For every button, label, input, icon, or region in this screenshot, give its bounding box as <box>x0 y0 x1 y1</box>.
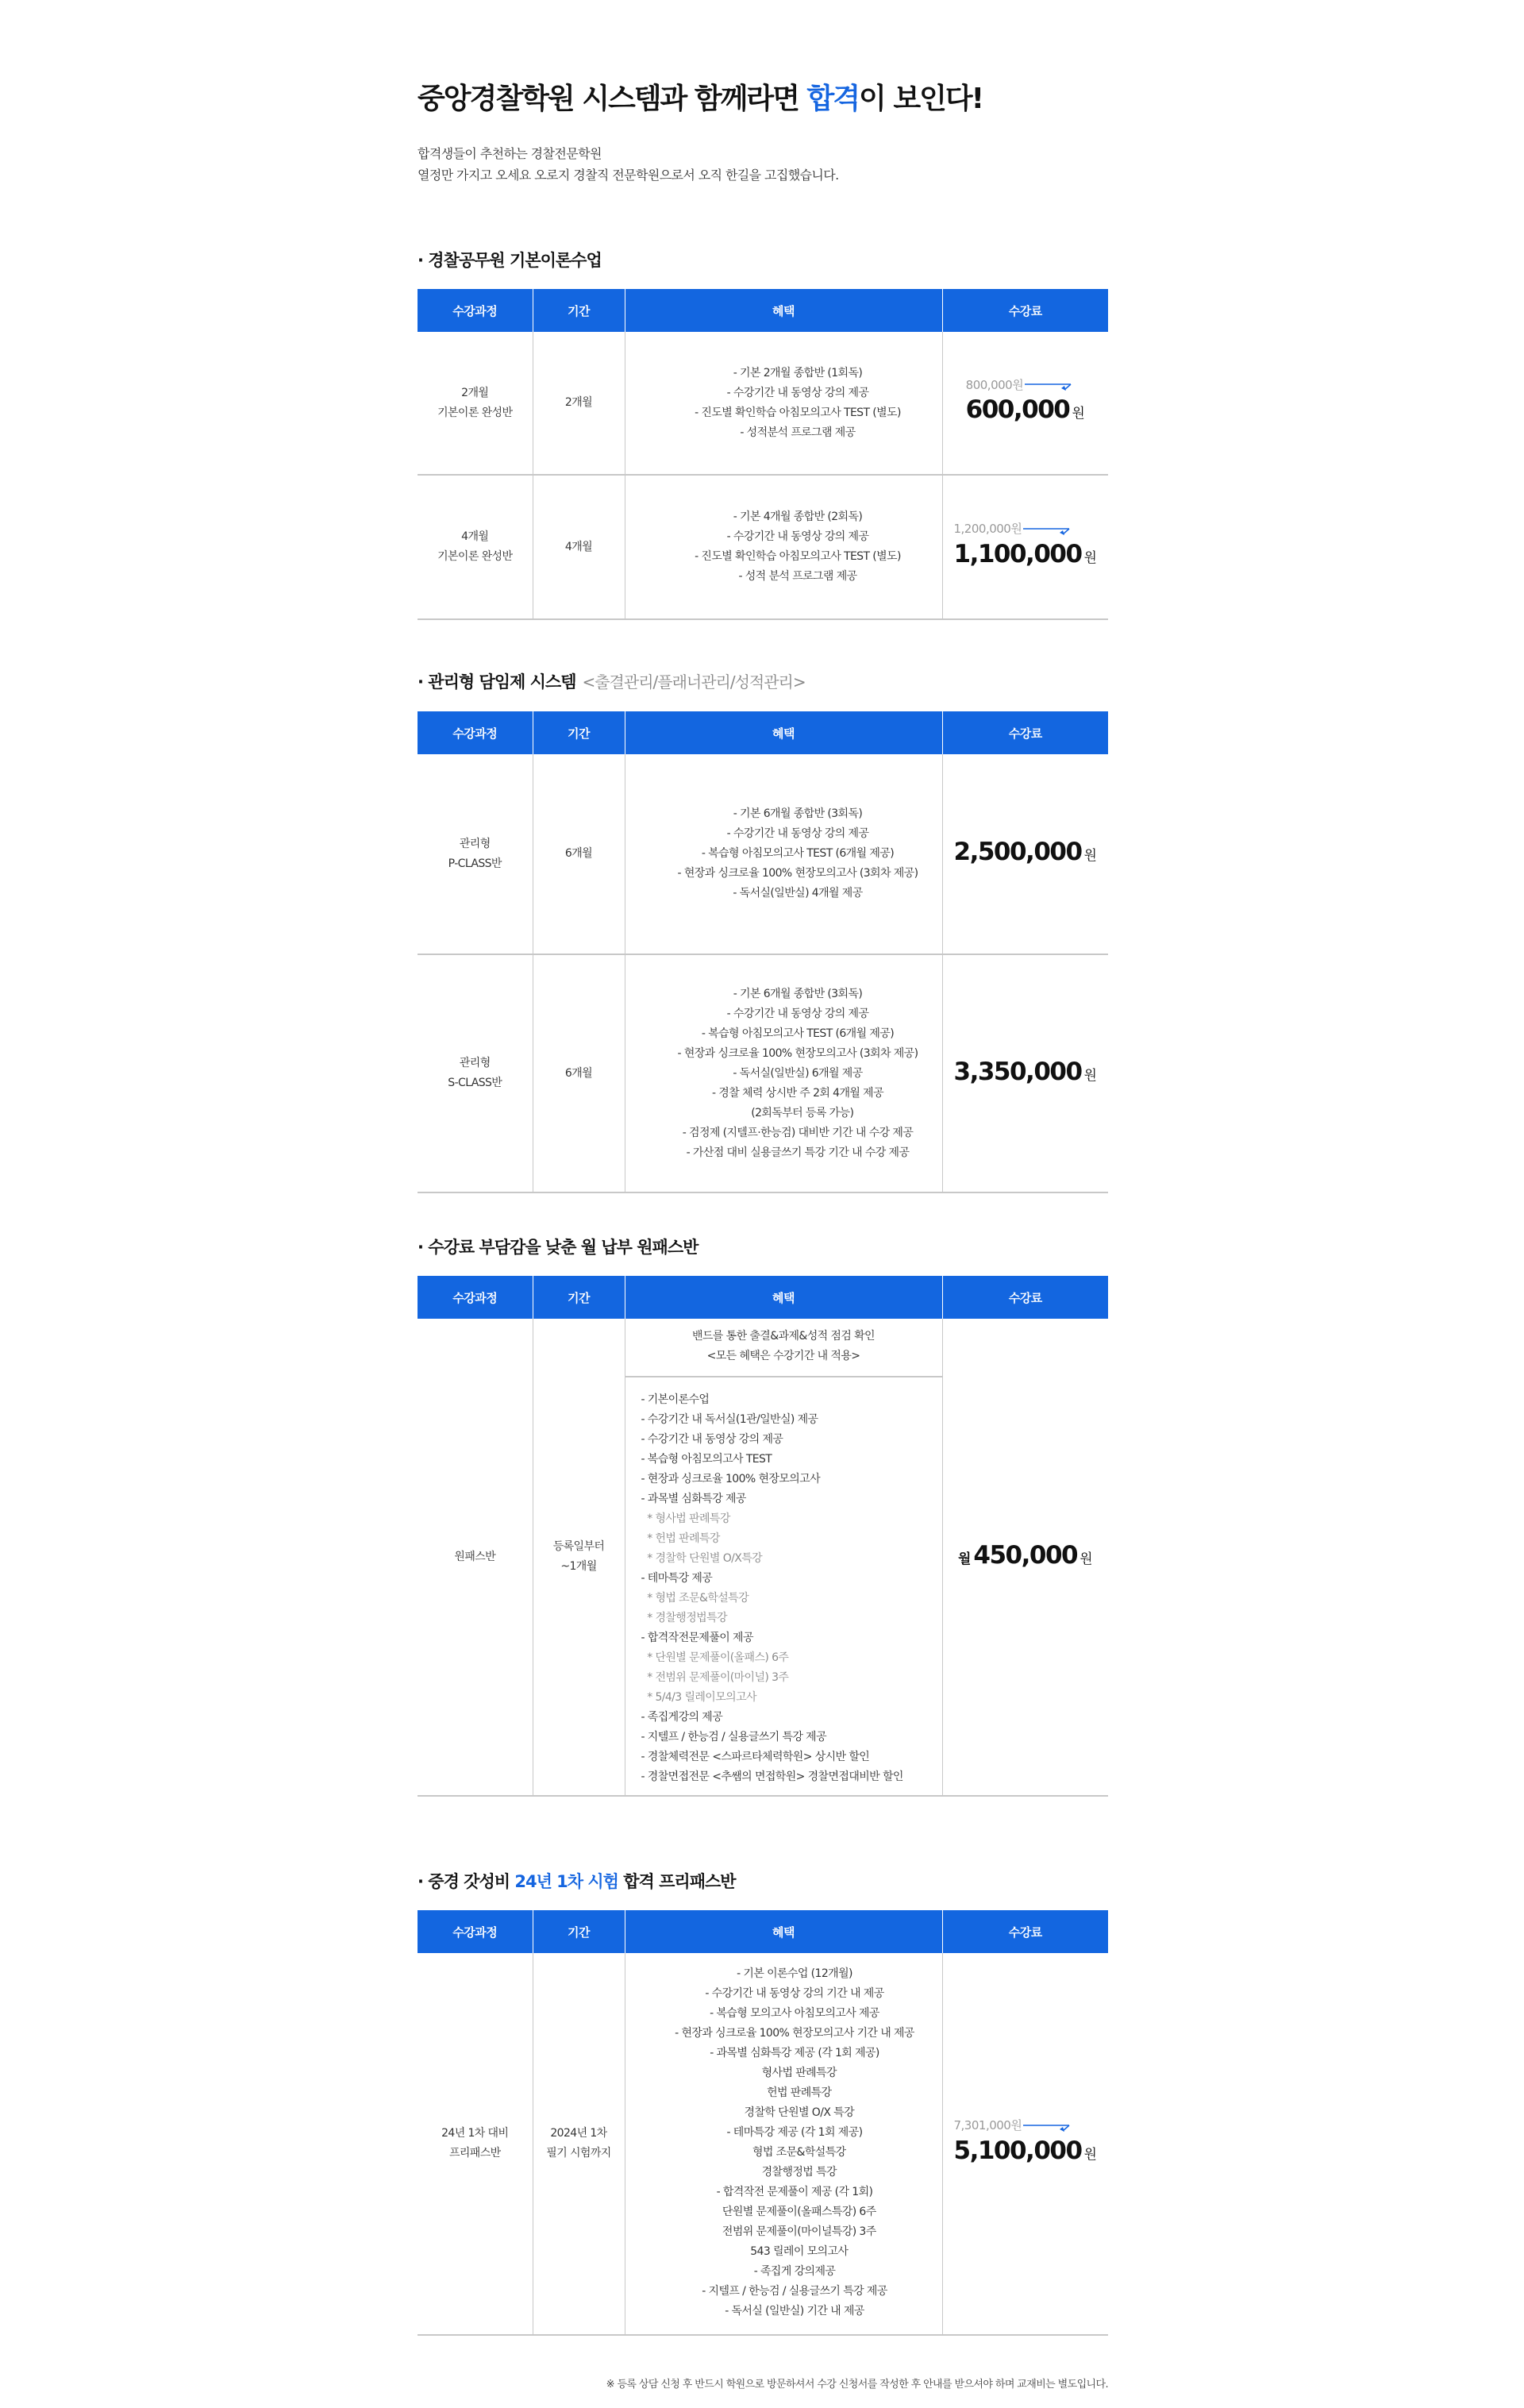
benefit-item: 경찰행정법 특강 <box>752 2166 837 2179</box>
benefit-item: - 진도별 확인학습 아침모의고사 TEST (별도) <box>695 550 901 563</box>
period-cell: 4개월 <box>533 475 625 619</box>
benefit-item: * 형사법 판례특강 <box>641 1512 730 1525</box>
final-price <box>943 1056 1109 1092</box>
benefit-item: - 기본 6개월 종합반 (3회독) <box>733 807 863 820</box>
benefit-item: * 헌법 판례특강 <box>641 1532 720 1545</box>
col-benefit: 혜택 <box>625 711 942 754</box>
price-value: 2,500,000 <box>953 838 1082 866</box>
final-price <box>943 1539 1109 1575</box>
benefit-item: - 경찰체력전문 <스파르타체력학원> 상시반 할인 <box>641 1751 870 1763</box>
benefit-item: - 기본이론수업 <box>641 1393 710 1406</box>
benefit-item: - 독서실 (일반실) 기간 내 제공 <box>725 2305 864 2317</box>
price-box <box>954 521 1097 574</box>
course-line-2: S-CLASS반 <box>448 1077 502 1089</box>
col-period: 기간 <box>533 1276 625 1319</box>
course-line-2: 기본이론 완성반 <box>437 550 513 563</box>
table-row <box>418 475 1108 619</box>
course-line-1: 4개월 <box>461 530 489 543</box>
section-basic-theory-title: · 경찰공무원 기본이론수업 <box>418 251 602 270</box>
final-price <box>966 394 1085 430</box>
fee-cell <box>942 754 1108 954</box>
discount-arrow-icon <box>1023 523 1072 536</box>
course-cell <box>418 332 533 475</box>
period-cell: 2개월 <box>533 332 625 475</box>
table-header-row <box>418 711 1108 754</box>
intro-line-2: 열정만 가지고 오세요 오로지 경찰직 전문학원으로서 오직 한길을 고집했습니다. <box>418 168 839 183</box>
price-value: 1,100,000 <box>953 539 1082 568</box>
page-title <box>418 76 983 117</box>
col-benefit: 혜택 <box>625 289 942 332</box>
price-box <box>966 376 1085 430</box>
benefit-item: - 현장과 싱크로율 100% 현장모의고사 <box>641 1473 820 1485</box>
benefit-item: - 수강기간 내 동영상 강의 기간 내 제공 <box>705 1987 884 2000</box>
benefit-item: 형법 조문&학설특강 <box>743 2146 846 2159</box>
benefit-item: - 지텔프 / 한능검 / 실용글쓰기 특강 제공 <box>641 1731 826 1743</box>
benefit-item: - 합격작전문제풀이 제공 <box>641 1632 753 1644</box>
course-line-1: 관리형 <box>459 1057 491 1069</box>
benefit-item: - 기본 6개월 종합반 (3회독) <box>733 987 863 1000</box>
period-line-1: 등록일부터 <box>552 1540 605 1553</box>
original-price-text: 1,200,000원 <box>953 522 1022 536</box>
price-value: 5,100,000 <box>953 2136 1082 2165</box>
benefit-item: - 복습형 아침모의고사 TEST <box>641 1453 772 1466</box>
section-managed-title <box>418 669 806 693</box>
period-line-2: 필기 시험까지 <box>546 2147 611 2159</box>
benefit-item: * 경찰행정법특강 <box>641 1612 727 1624</box>
col-course: 수강과정 <box>418 289 533 332</box>
benefit-item: - 기본 4개월 종합반 (2회독) <box>733 510 863 523</box>
benefit-item: - 독서실(일반실) 4개월 제공 <box>733 887 863 900</box>
col-fee: 수강료 <box>942 1276 1108 1319</box>
final-price <box>954 538 1097 574</box>
section-freepass-title-post: 합격 프리패스반 <box>618 1872 736 1891</box>
benefit-item: - 경찰면접전문 <추쌤의 면접학원> 경찰면접대비반 할인 <box>641 1770 903 1783</box>
benefit-item: - 수강기간 내 동영상 강의 제공 <box>726 827 869 840</box>
table-header-row <box>418 1910 1108 1953</box>
course-line-1: 2개월 <box>461 386 489 399</box>
benefit-item: - 과목별 심화특강 제공 <box>641 1493 746 1505</box>
benefit-item: - 현장과 싱크로율 100% 현장모의고사 (3회차 제공) <box>677 1046 918 1060</box>
benefit-item: 형사법 판례특강 <box>752 2067 837 2079</box>
benefit-item: - 수강기간 내 동영상 강의 제공 <box>726 386 869 399</box>
benefit-item: - 수강기간 내 동영상 강의 제공 <box>726 530 869 543</box>
price-prefix: 월 <box>957 1551 972 1567</box>
intro-text <box>418 143 839 186</box>
price-unit: 원 <box>1083 848 1097 864</box>
col-period: 기간 <box>533 711 625 754</box>
benefit-item: - 기본 이론수업 (12개월) <box>737 1967 852 1980</box>
period-cell: 6개월 <box>533 754 625 954</box>
benefit-item: - 수강기간 내 동영상 강의 제공 <box>641 1433 783 1446</box>
benefit-item: - 현장과 싱크로율 100% 현장모의고사 (3회차 제공) <box>677 867 918 880</box>
col-fee: 수강료 <box>942 1910 1108 1953</box>
discount-arrow-icon <box>1025 379 1074 391</box>
final-price <box>954 2135 1097 2171</box>
section-freepass-title <box>418 1869 736 1893</box>
freepass-table <box>418 1910 1108 2336</box>
col-course: 수강과정 <box>418 1276 533 1319</box>
benefit-item: - 복습형 아침모의고사 TEST (6개월 제공) <box>701 847 895 860</box>
benefit-item: - 성적 분석 프로그램 제공 <box>738 570 857 583</box>
course-line-1: 24년 1차 대비 <box>441 2127 509 2140</box>
benefit-item: 단원별 문제풀이(올패스특강) 6주 <box>713 2206 876 2218</box>
benefit-list <box>625 1377 942 1795</box>
table-header-row <box>418 1276 1108 1319</box>
price-unit: 원 <box>1083 549 1097 566</box>
period-cell <box>533 1953 625 2335</box>
benefit-notice-line-1: 밴드를 통한 출결&과제&성적 점검 확인 <box>692 1330 875 1343</box>
course-line-2: 기본이론 완성반 <box>437 406 513 419</box>
benefit-item: - 기본 2개월 종합반 (1회독) <box>733 366 863 380</box>
basic-theory-table <box>418 289 1108 620</box>
price-unit: 원 <box>1083 2146 1097 2163</box>
col-period: 기간 <box>533 289 625 332</box>
benefit-item: * 전범위 문제풀이(마이널) 3주 <box>641 1671 789 1684</box>
course-line-2: 프리패스반 <box>448 2147 501 2159</box>
table-row <box>418 1319 1108 1796</box>
discount-arrow-icon <box>1023 2120 1072 2133</box>
benefit-list <box>625 1953 942 2335</box>
benefit-item: - 족집게강의 제공 <box>641 1711 723 1724</box>
final-price <box>943 836 1109 872</box>
table-row <box>418 754 1108 954</box>
table-row <box>418 954 1108 1192</box>
benefit-item: - 복습형 아침모의고사 TEST (6개월 제공) <box>701 1027 895 1040</box>
footnote: ※ 등록 상담 신청 후 반드시 학원으로 방문하셔서 수강 신청서를 작성한 후 안내를 받으셔야 하며 교재비는 별도입니다. <box>606 2379 1108 2391</box>
benefit-item: - 가산점 대비 실용글쓰기 특강 기간 내 수강 제공 <box>686 1146 910 1159</box>
col-benefit: 혜택 <box>625 1910 942 1953</box>
fee-cell <box>942 954 1108 1192</box>
benefit-item: - 수강기간 내 동영상 강의 제공 <box>726 1007 869 1020</box>
period-cell: 6개월 <box>533 954 625 1192</box>
fee-cell <box>942 1319 1108 1796</box>
section-onepass-title: · 수강료 부담감을 낮춘 월 납부 원패스반 <box>418 1238 698 1257</box>
benefit-notice <box>625 1319 942 1377</box>
period-cell <box>533 1319 625 1796</box>
price-box <box>954 2117 1097 2171</box>
price-value: 3,350,000 <box>953 1057 1082 1086</box>
period-line-2: ~1개월 <box>560 1560 597 1573</box>
benefit-item: - 진도별 확인학습 아침모의고사 TEST (별도) <box>695 406 901 419</box>
section-freepass-title-highlight: 24년 1차 시험 <box>514 1872 618 1891</box>
benefit-item: - 테마특강 제공 (각 1회 제공) <box>726 2126 863 2139</box>
benefit-item: * 5/4/3 릴레이모의고사 <box>641 1691 756 1704</box>
benefit-list <box>625 475 942 619</box>
benefit-item: - 성적분석 프로그램 제공 <box>740 426 856 439</box>
course-cell <box>418 954 533 1192</box>
fee-cell <box>942 475 1108 619</box>
original-price <box>954 521 1097 538</box>
benefit-item: 경찰학 단원별 O/X 특강 <box>734 2106 855 2119</box>
price-unit: 원 <box>1072 406 1085 422</box>
intro-line-1: 합격생들이 추천하는 경찰전문학원 <box>418 146 602 161</box>
section-freepass-title-pre: · 중경 갓성비 <box>418 1872 515 1891</box>
original-price <box>954 2117 1097 2135</box>
benefit-cell <box>625 1319 942 1796</box>
benefit-item: - 수강기간 내 독서실(1관/일반실) 제공 <box>641 1413 818 1426</box>
benefit-item: - 독서실(일반실) 6개월 제공 <box>733 1066 863 1080</box>
fee-cell <box>942 1953 1108 2335</box>
col-period: 기간 <box>533 1910 625 1953</box>
benefit-item: - 경찰 체력 상시반 주 2회 4개월 제공 <box>711 1086 884 1100</box>
col-benefit: 혜택 <box>625 1276 942 1319</box>
original-price-text: 800,000원 <box>965 377 1024 392</box>
benefit-item: - 합격작전 문제풀이 제공 (각 1회) <box>716 2186 873 2198</box>
col-fee: 수강료 <box>942 289 1108 332</box>
fee-cell <box>942 332 1108 475</box>
benefit-item: - 검정제 (지텔프·한능검) 대비반 기간 내 수강 제공 <box>682 1126 914 1139</box>
title-text-pre: 중앙경찰학원 시스템과 함께라면 <box>418 83 807 115</box>
title-text-post: 이 보인다! <box>859 83 983 115</box>
col-fee: 수강료 <box>942 711 1108 754</box>
table-row <box>418 1953 1108 2335</box>
benefit-item: - 족집게 강의제공 <box>753 2265 836 2278</box>
benefit-item: - 현장과 싱크로율 100% 현장모의고사 기간 내 제공 <box>675 2027 914 2040</box>
benefit-item: * 경찰학 단원별 O/X특강 <box>641 1552 763 1565</box>
benefit-item: 543 릴레이 모의고사 <box>741 2245 849 2258</box>
benefit-item: * 형법 조문&학설특강 <box>641 1592 749 1605</box>
course-line-1: 관리형 <box>459 837 491 850</box>
benefit-item: * 단원별 문제풀이(올패스) 6주 <box>641 1651 789 1664</box>
price-value: 450,000 <box>973 1540 1078 1570</box>
benefit-item: - 지텔프 / 한능검 / 실용글쓰기 특강 제공 <box>702 2285 887 2298</box>
col-course: 수강과정 <box>418 1910 533 1953</box>
table-header-row <box>418 289 1108 332</box>
benefit-item: - 테마특강 제공 <box>641 1572 713 1585</box>
course-cell <box>418 754 533 954</box>
managed-system-table <box>418 711 1108 1193</box>
benefit-item: 전범위 문제풀이(마이널특강) 3주 <box>713 2225 876 2238</box>
course-cell: 원패스반 <box>418 1319 533 1796</box>
benefit-item: - 복습형 모의고사 아침모의고사 제공 <box>710 2007 879 2020</box>
course-cell <box>418 475 533 619</box>
onepass-table <box>418 1276 1108 1797</box>
benefit-list <box>625 332 942 475</box>
benefit-item: 헌법 판례특강 <box>757 2086 832 2099</box>
price-unit: 원 <box>1080 1551 1093 1567</box>
course-line-2: P-CLASS반 <box>448 857 502 870</box>
price-value: 600,000 <box>965 395 1070 424</box>
course-cell <box>418 1953 533 2335</box>
benefit-item: - 과목별 심화특강 제공 (각 1회 제공) <box>710 2047 879 2059</box>
col-course: 수강과정 <box>418 711 533 754</box>
title-highlight: 합격 <box>806 83 860 115</box>
benefit-notice-line-2: <모든 혜택은 수강기간 내 적용> <box>706 1350 860 1362</box>
benefit-item: (2회독부터 등록 가능) <box>741 1106 854 1119</box>
table-row <box>418 332 1108 475</box>
price-unit: 원 <box>1083 1067 1097 1084</box>
section-managed-title-text: · 관리형 담임제 시스템 <box>418 672 576 692</box>
period-line-1: 2024년 1차 <box>550 2127 607 2140</box>
section-managed-subtitle: <출결관리/플래너관리/성적관리> <box>582 672 806 692</box>
original-price <box>966 376 1085 394</box>
original-price-text: 7,301,000원 <box>953 2118 1022 2133</box>
benefit-list <box>625 754 942 954</box>
benefit-list <box>625 954 942 1192</box>
